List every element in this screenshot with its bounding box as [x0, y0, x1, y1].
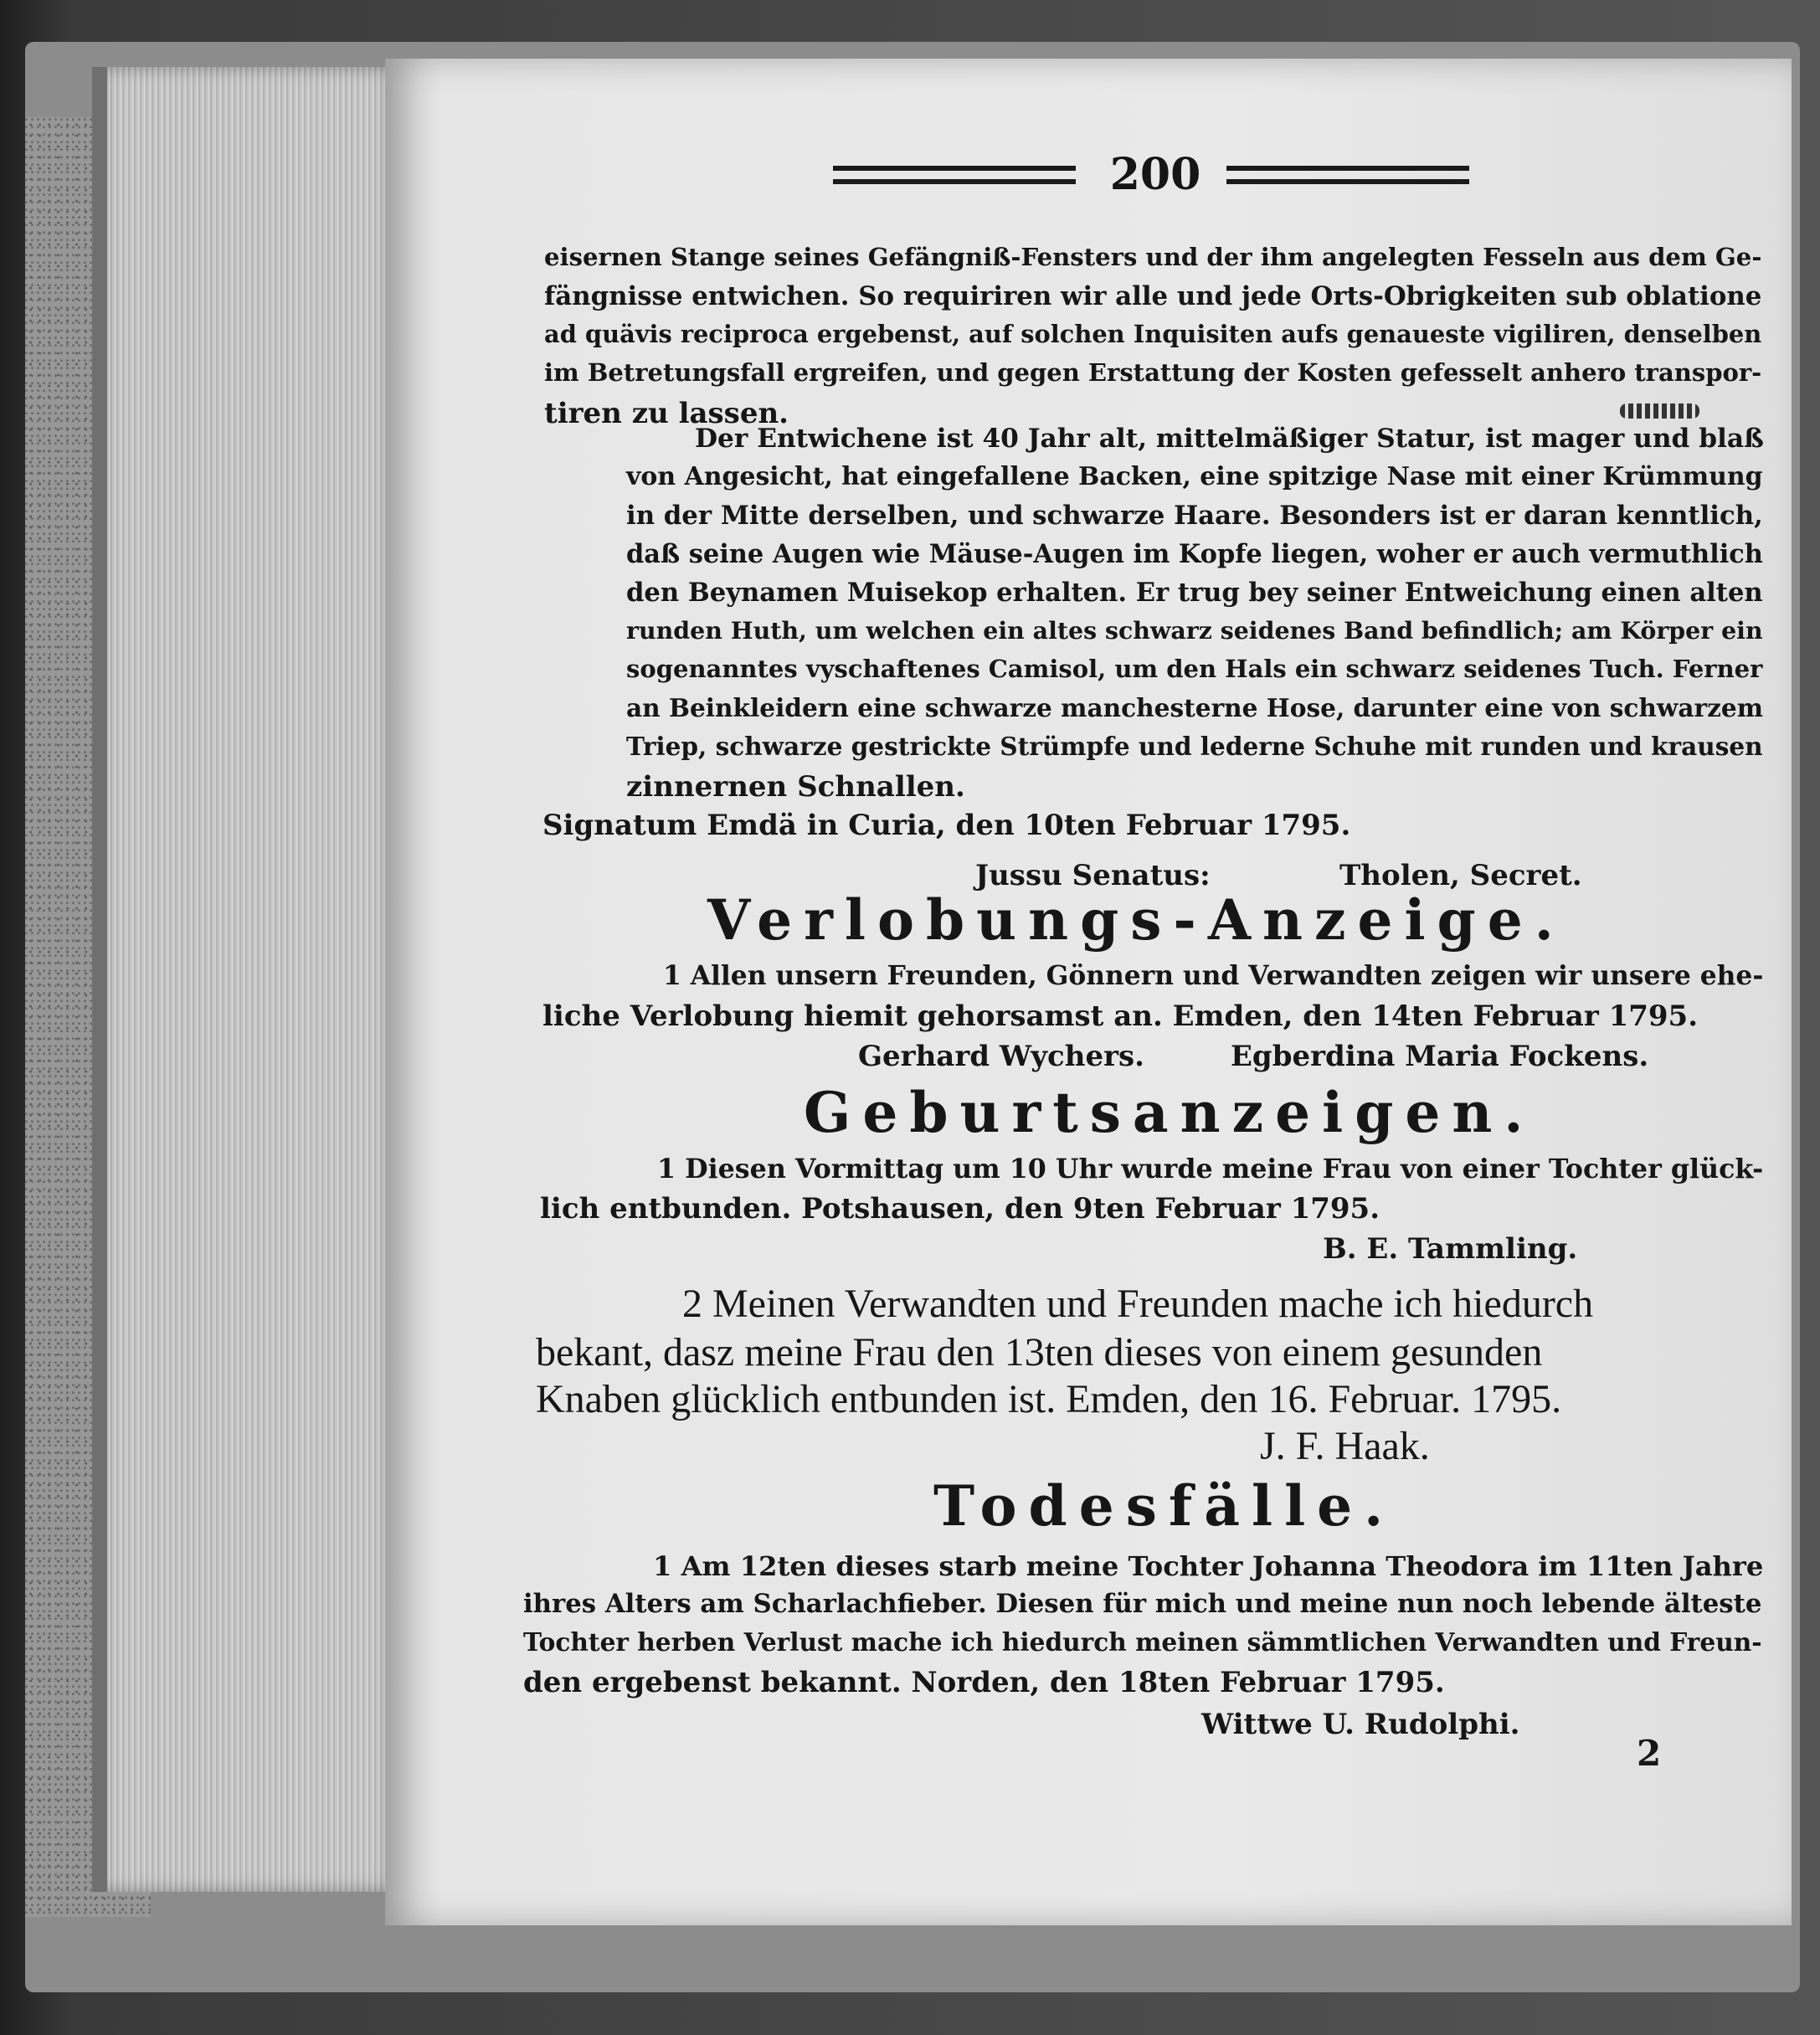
page-edges — [92, 67, 400, 1892]
text-line: daß seine Augen wie Mäuse-Augen im Kopfe liegen, woher er auch vermuthlich — [626, 539, 1763, 569]
jussu-senatus: Jussu Senatus: — [975, 859, 1211, 892]
text-line: ihres Alters am Scharlachfieber. Diesen für mich und meine nun noch lebende älteste — [523, 1589, 1762, 1619]
page-header — [833, 149, 1469, 208]
engagement-heading: Verlobungs-Anzeige. — [707, 887, 1566, 953]
death-signer: Wittwe U. Rudolphi. — [1201, 1708, 1520, 1741]
text-line: eisernen Stange seines Gefängniß-Fensters und der ihm angelegten Fesseln aus dem Ge- — [544, 243, 1762, 271]
text-line: 2 Meinen Verwandten und Freunden mache ich hiedurch — [682, 1282, 1594, 1326]
text-line: von Angesicht, hat eingefallene Backen, eine spitzige Nase mit einer Krümmung — [626, 462, 1763, 491]
text-line: bekant, dasz meine Frau den 13ten dieses von einem gesunden — [536, 1330, 1543, 1375]
text-line: an Beinkleidern eine schwarze manchesterne Hose, darunter eine von schwarzem — [626, 693, 1764, 722]
text-line: tiren zu lassen. — [544, 397, 789, 430]
births-heading: Geburtsanzeigen. — [804, 1080, 1535, 1145]
text-line: runden Huth, um welchen ein altes schwarz seidenes Band befindlich; am Körper ein — [626, 616, 1763, 645]
engagement-signer: Egberdina Maria Fockens. — [1231, 1040, 1649, 1073]
text-line: Der Entwichene ist 40 Jahr alt, mittelmäßiger Statur, ist mager und blaß — [695, 424, 1764, 454]
text-line: in der Mitte derselben, und schwarze Haare. Besonders ist er daran kenntlich, — [626, 501, 1763, 531]
text-line: 1 Diesen Vormittag um 10 Uhr wurde meine Frau von einer Tochter glück- — [657, 1154, 1764, 1185]
text-line: liche Verlobung hiemit gehorsamst an. Emden, den 14ten Februar 1795. — [542, 1000, 1699, 1033]
secretary-signature: Tholen, Secret. — [1339, 859, 1582, 892]
text-line: Tochter herben Verlust mache ich hiedurch meinen sämmtlichen Verwandten und Freun- — [523, 1627, 1762, 1657]
engagement-signer: Gerhard Wychers. — [858, 1040, 1144, 1073]
signatum-line: Signatum Emdä in Curia, den 10ten Februar 1795. — [542, 809, 1351, 842]
catchword: 2 — [1637, 1733, 1662, 1774]
text-line: im Betretungsfall ergreifen, und gegen Erstattung der Kosten gefesselt anhero transpor- — [544, 358, 1762, 387]
text-line: fängnisse entwichen. So requiriren wir alle und jede Orts-Obrigkeiten sub oblatione — [544, 281, 1762, 311]
deaths-heading: Todesfälle. — [933, 1473, 1396, 1539]
page-number: 200 — [1109, 149, 1201, 200]
text-line: Triep, schwarze gestrickte Strümpfe und lederne Schuhe mit runden und krausen — [626, 732, 1763, 761]
birth-signer: J. F. Haak. — [1260, 1424, 1430, 1468]
text-line: 1 Allen unsern Freunden, Gönnern und Verwandten zeigen wir unsere ehe- — [663, 961, 1764, 991]
text-line: 1 Am 12ten dieses starb meine Tochter Johanna Theodora im 11ten Jahre — [653, 1550, 1764, 1582]
header-rule-left — [833, 166, 1076, 184]
text-line: den ergebenst bekannt. Norden, den 18ten Februar 1795. — [523, 1666, 1445, 1699]
text-line: ad quävis reciproca ergebenst, auf solchen Inquisiten aufs genaueste vigiliren, denselben — [544, 320, 1762, 348]
text-line: lich entbunden. Potshausen, den 9ten Februar 1795. — [540, 1192, 1380, 1226]
birth-signer: B. E. Tammling. — [1323, 1232, 1578, 1266]
text-line: Knaben glücklich entbunden ist. Emden, den 16. Februar. 1795. — [536, 1377, 1562, 1421]
header-rule-right — [1226, 166, 1469, 184]
text-line: sogenanntes vyschaftenes Camisol, um den Hals ein schwarz seidenes Tuch. Ferner — [626, 655, 1763, 683]
text-line: den Beynamen Muisekop erhalten. Er trug bey seiner Entweichung einen alten — [626, 578, 1763, 608]
ornament-flourish — [1620, 403, 1699, 419]
text-line: zinnernen Schnallen. — [626, 770, 965, 804]
